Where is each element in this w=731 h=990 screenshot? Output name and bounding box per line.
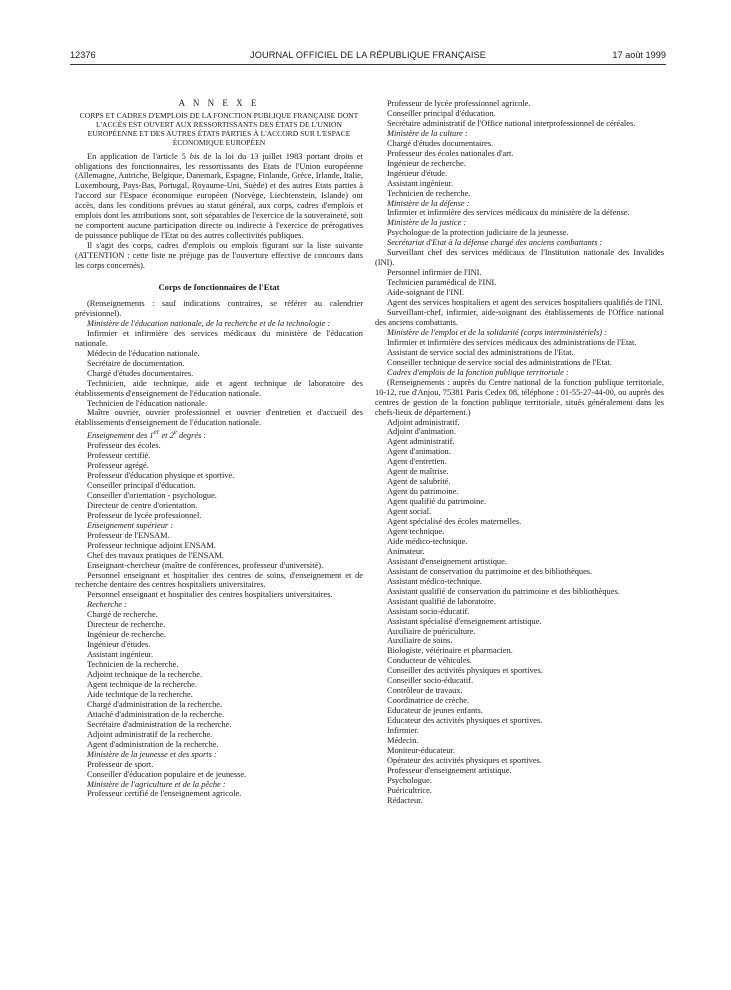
list-item: Adjoint administratif. [387,417,460,427]
list-item: Attaché d'administration de la recherche. [87,709,225,719]
list-item: Secrétaire d'administration de la recherche. [87,719,232,729]
list-item: Aide-soignant de l'INI. [387,288,465,298]
list-item: Psychologue. [387,775,432,785]
intro-paragraph [75,152,363,242]
secretariat-anciens-combattants: Secrétariat d'Etat à la défense chargé des anciens combattants : [387,238,603,248]
list-item: Chargé d'études documentaires. [87,368,194,378]
list-item: Surveillant-chef, infirmier, aide-soignant des établissements de l'Office national des anciens combattants. [375,308,664,327]
list-item: Conseiller technique de service social des administrations de l'Etat. [387,357,613,367]
list-item: Ingénieur d'étude. [387,168,448,178]
left-column [75,99,363,799]
list-item: Agent d'administration de la recherche. [87,739,219,749]
list-item: Professeur d'éducation physique et sportive. [87,470,235,480]
list-item: Chargé d'études documentaires. [387,138,494,148]
page-number: 12376 [70,50,96,60]
subsection-degres [75,428,363,441]
renseignements: (Renseignements : sauf indications contraires, se référer au calendrier prévisionnel). [75,298,363,318]
list-item: Professeur des écoles nationales d'art. [387,148,514,158]
ministry-education: Ministère de l'éducation nationale, de la recherche et de la technologie : [87,318,331,328]
list-item: Conseiller principal d'éducation. [387,108,496,118]
list-item: Professeur de lycée professionnel agricole. [387,99,531,108]
list-item: Maître ouvrier, ouvrier professionnel et ouvrier d'entretien et d'accueil des établissements d'enseignement de l'éducation nationale. [75,408,363,428]
list-item: Chargé d'administration de la recherche. [87,699,223,709]
list-item: Médecin de l'éducation nationale. [87,348,200,358]
list-item: Ingénieur d'études. [87,640,151,650]
ministry-jeunesse: Ministère de la jeunesse et des sports : [87,749,217,759]
ministry-justice: Ministère de la justice : [387,218,467,228]
list-item: Auxiliaire de puériculture. [387,626,476,636]
annexe-heading: A N N E X E [178,98,260,108]
list-item: Assistant ingénieur. [387,178,454,188]
subsection-recherche: Recherche : [87,600,127,610]
list-item: Animateur. [387,546,425,556]
section-title: Corps de fonctionnaires de l'Etat [158,282,280,293]
list-item: Professeur des écoles. [87,441,161,451]
degres-part-2: et 2 [159,431,174,441]
list-item: Aide technique de la recherche. [87,689,193,699]
list-item: Infirmier. [387,726,419,736]
journal-title: JOURNAL OFFICIEL DE LA RÉPUBLIQUE FRANÇAISE [250,50,486,60]
list-item: Puéricultrice. [387,785,432,795]
list-item: Agent social. [387,507,432,517]
list-item: Agent des services hospitaliers et agent des services hospitaliers qualifiés de l'INI. [387,298,663,308]
list-item: Coordinatrice de crèche. [387,696,470,706]
page-header [70,50,666,64]
list-item: Technicien, aide technique, aide et agent technique de laboratoire des établissements d'enseignement de l'éducation nationale. [75,378,363,398]
list-item: Agent spécialisé des écoles maternelles. [387,517,522,527]
list-item: Ingénieur de recherche. [87,630,166,640]
list-item: Professeur certifié. [87,451,151,461]
list-item: Agent du patrimoine. [387,487,459,497]
list-item: Aide médico-technique. [387,536,468,546]
list-item: Moniteur-éducateur. [387,745,455,755]
ministry-defense: Ministère de la défense : [387,198,470,208]
cadres-fpt: Cadres d'emplois de la fonction publique territoriale : [387,367,569,377]
list-item: Agent d'entretien. [387,457,447,467]
list-item: Conseiller des activités physiques et sportives. [387,666,543,676]
list-item: Assistant ingénieur. [87,650,154,660]
list-item: Adjoint technique de la recherche. [87,670,203,680]
list-item: Infirmier et infirmière des services médicaux du ministère de l'éducation nationale. [75,328,363,348]
list-item: Enseignant-chercheur (maître de conférences, professeur d'université). [87,560,324,570]
list-item: Agent de maîtrise. [387,467,449,477]
list-item: Technicien de recherche. [387,188,471,198]
list-item: Chargé de recherche. [87,610,158,620]
degres-part-3: degrés : [176,431,207,441]
list-item: Auxiliaire de soins. [387,636,453,646]
list-item: Rédacteur. [387,795,423,805]
list-item: Directeur de centre d'orientation. [87,500,198,510]
list-item: Educateur des activités physiques et sportives. [387,716,543,726]
list-item: Professeur de sport. [87,759,154,769]
intro-paragraph-2: Il s'agit des corps, cadres d'emplois ou emplois figurant sur la liste suivante (ATTENTION : cette liste ne préjuge pas de l'ouverture effective de concours dans les corps concernés). [75,241,363,271]
list-item: Surveillant chef des services médicaux de l'Institution nationale des Invalides (INI). [375,248,664,268]
list-item: Infirmier et infirmière des services médicaux du ministère de la défense. [387,208,630,218]
list-item: Opérateur des activités physiques et sportives. [387,755,542,765]
intro-part-1: En application de l'article 5 [87,151,190,161]
list-item: Contrôleur de travaux. [387,686,463,696]
list-item: Agent de salubrité. [387,477,451,487]
list-item: Secrétaire de documentation. [87,358,185,368]
list-item: Directeur de recherche. [87,620,166,630]
degres-sup-1: er [153,428,160,437]
list-item: Conseiller principal d'éducation. [87,480,196,490]
list-item: Adjoint administratif de la recherche. [87,729,213,739]
list-item: Agent technique. [387,526,445,536]
list-item: Assistant de conservation du patrimoine et des bibliothèques. [387,566,593,576]
list-item: Assistant médico-technique. [387,576,482,586]
list-item: Professeur d'enseignement artistique. [387,765,512,775]
ministry-agriculture: Ministère de l'agriculture et de la pêche : [87,779,226,789]
list-item: Adjoint d'animation. [387,427,456,437]
fpt-renseignements: (Renseignements : auprès du Centre national de la fonction publique territoriale, 10-12, rue d'Anjou, 75381 Paris Cedex 08, téléphone : 01-55-27-44-00, ou auprès des centres de gestion de la fonction publique territoriale, situés généralement dans les chefs-lieux de département.) [375,377,664,417]
list-item: Assistant de service social des administrations de l'Etat. [387,347,574,357]
list-item: Technicien de l'éducation nationale. [87,398,207,408]
list-item: Assistant spécialisé d'enseignement artistique. [387,616,542,626]
list-item: Conseiller socio-éducatif. [387,676,474,686]
list-item: Assistant socio-éducatif. [387,606,470,616]
list-item: Assistant d'enseignement artistique. [387,556,507,566]
intro-part-2: de la loi du 13 juillet 1983 portant droits et obligations des fonctionnaires, les ressortissants des Etats de l'Union européenne (Allemagne, Autriche, Belgique, Danemark, Espagne, Finlande, Grèce, Irlande, Italie, Luxembourg, Pays-Bas, Portugal, Royaume-Uni, Suède) et des autres Etats parties à l'accord sur l'Espace économique européen (Norvège, Liechtenstein, Islande) ont accès, dans les conditions prévues au statut général, aux corps, cadres d'emplois et emplois dont les attributions sont, soit séparables de l'exercice de la souveraineté, soit ne comportent aucune participation directe ou indirecte à l'exercice de prérogatives de puissance publique de l'Etat ou des autres collectivités publiques. [75,151,363,241]
list-item: Infirmier et infirmière des services médicaux des administrations de l'Etat. [387,337,637,347]
list-item: Professeur agrégé. [87,461,149,471]
issue-date: 17 août 1999 [612,50,666,60]
ministry-emploi: Ministère de l'emploi et de la solidarité (corps interministériels) : [387,327,607,337]
list-item: Conducteur de véhicules. [387,656,472,666]
list-item: Personnel enseignant et hospitalier des centres hospitaliers universitaires. [87,590,333,600]
list-item: Educateur de jeunes enfants. [387,706,483,716]
list-item: Technicien paramédical de l'INI. [387,278,497,288]
subsection-superieur: Enseignement supérieur : [87,520,174,530]
degres-sup-2: e [173,428,177,437]
list-item: Médecin. [387,736,419,745]
list-item: Technicien de la recherche. [87,660,179,670]
list-item: Professeur certifié de l'enseignement agricole. [87,789,242,799]
intro-bis: bis [189,151,200,161]
list-item: Assistant qualifié de laboratoire. [387,596,496,606]
list-item: Biologiste, vétérinaire et pharmacien. [387,646,513,656]
header-rule [70,64,666,65]
list-item: Ingénieur de recherche. [387,158,466,168]
list-item: Chef des travaux pratiques de l'ENSAM. [87,550,224,560]
list-item: Conseiller d'orientation - psychologue. [87,490,217,500]
list-item: Assistant qualifié de conservation du patrimoine et des bibliothèques. [387,586,620,596]
list-item: Professeur de l'ENSAM. [87,530,170,540]
list-item: Psychologue de la protection judiciaire de la jeunesse. [387,228,569,238]
list-item: Agent d'animation. [387,447,451,457]
ministry-culture: Ministère de la culture : [387,128,468,138]
list-item: Agent technique de la recherche. [87,679,197,689]
list-item: Secrétaire administratif de l'Office national interprofessionnel de céréales. [387,118,636,128]
list-item: Professeur de lycée professionnel. [87,510,202,520]
degres-part-1: Enseignement des 1 [87,431,154,441]
list-item: Agent qualifié du patrimoine. [387,497,487,507]
list-item: Professeur technique adjoint ENSAM. [87,540,216,550]
list-item: Conseiller d'éducation populaire et de jeunesse. [87,769,247,779]
right-column [375,99,664,806]
list-item: Personnel infirmier de l'INI. [387,268,482,278]
annexe-title: CORPS ET CADRES D'EMPLOIS DE LA FONCTION PUBLIQUE FRANÇAISE DONT L'ACCÈS EST OUVERT AUX RESSORTISSANTS DES ÉTATS DE L'UNION EUROPÉENNE ET DES AUTRES ÉTATS PARTIES À L'ACCORD SUR L'ESPACE ÉCONOMIQUE EUROPÉEN [79,110,359,147]
list-item: Agent administratif. [387,437,455,447]
list-item: Personnel enseignant et hospitalier des centres de soins, d'enseignement et de recherche dentaire des centres hospitaliers universitaires. [75,570,363,590]
